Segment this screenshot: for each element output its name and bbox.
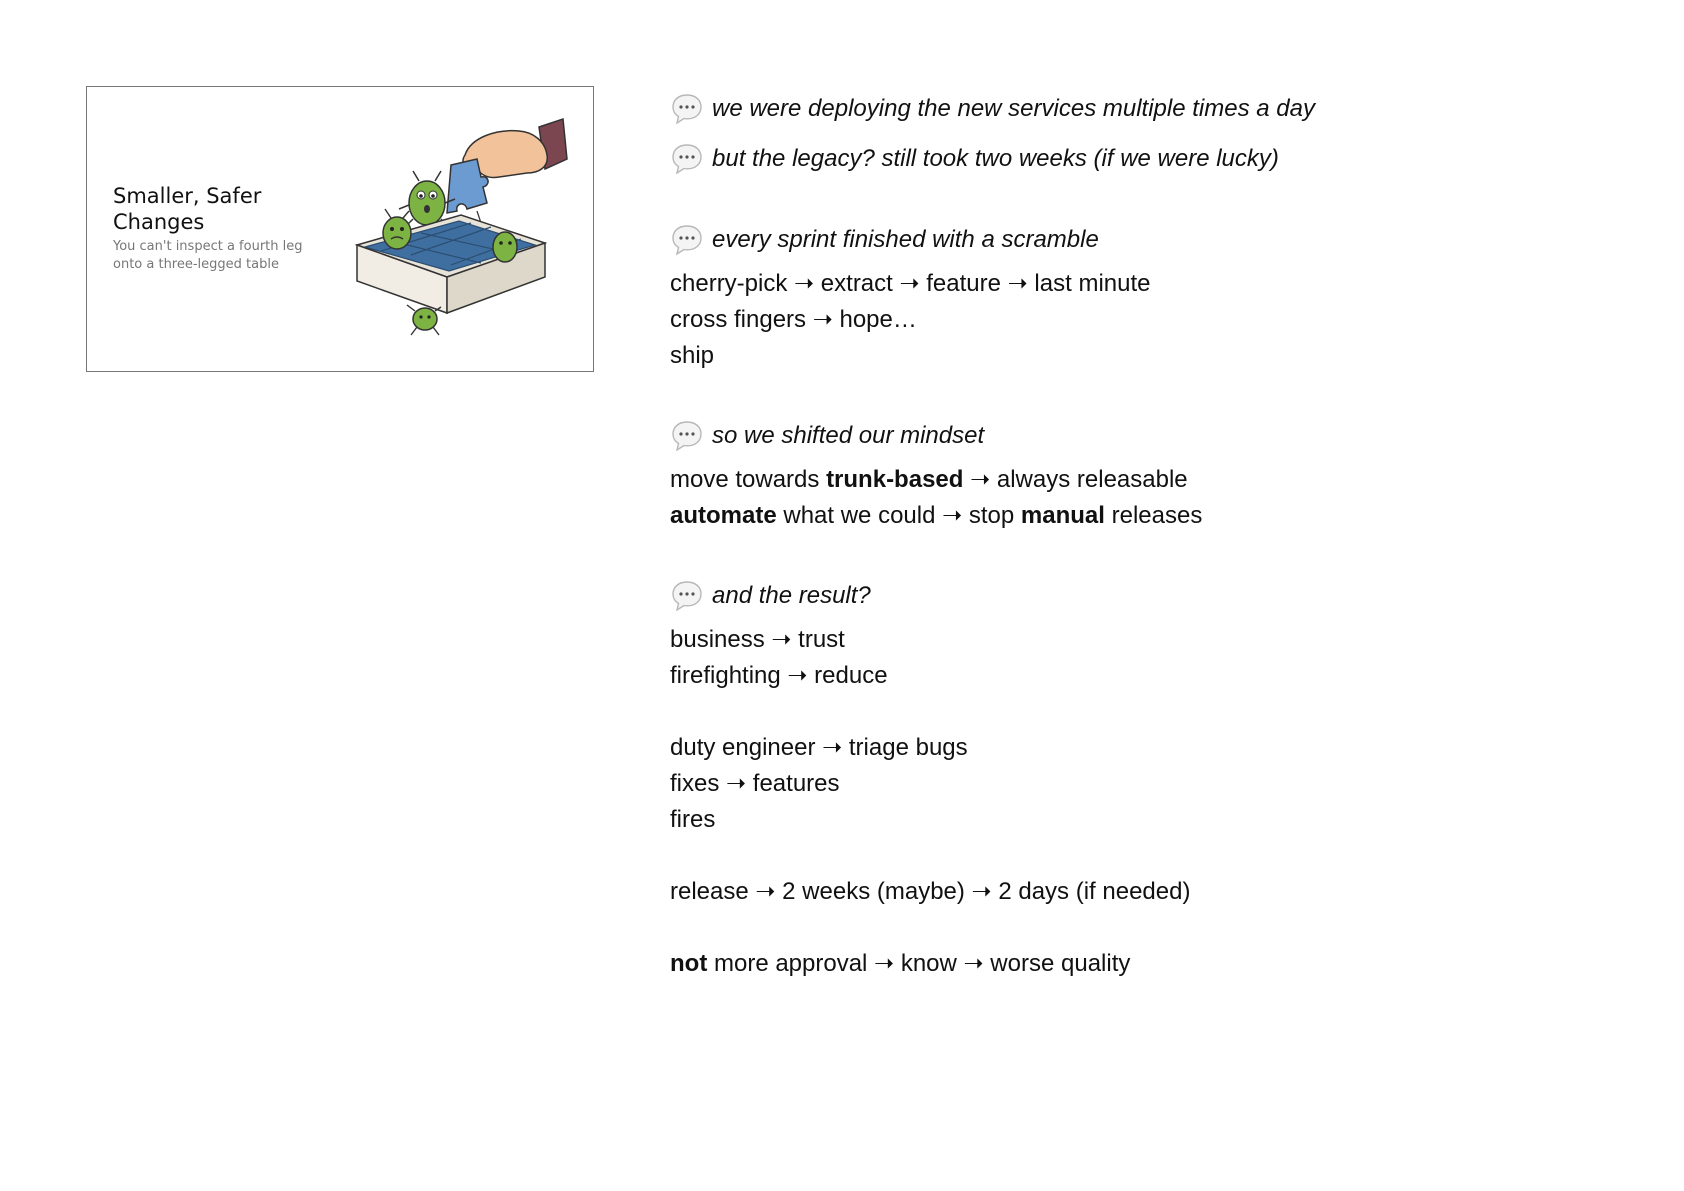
note-line: release ➝ 2 weeks (maybe) ➝ 2 days (if needed): [670, 878, 1191, 905]
speech-bubble-icon: [670, 579, 704, 613]
slide-thumbnail[interactable]: [86, 86, 594, 372]
speech-bubble-icon: [670, 92, 704, 126]
note-line: business ➝ trust: [670, 626, 845, 653]
note-quote: [670, 91, 1650, 127]
bold-run: not: [670, 950, 708, 977]
slide-title: Smaller, Safer Changes: [113, 184, 262, 234]
note-quote: [670, 578, 1650, 614]
bold-run: automate: [670, 502, 777, 529]
note-line: firefighting ➝ reduce: [670, 662, 888, 689]
note-quote: [670, 222, 1650, 258]
speaker-notes: [670, 91, 1650, 982]
note-quote: [670, 418, 1650, 454]
text-run: what we could ➝ stop: [776, 502, 1021, 529]
note-line: ship: [670, 342, 715, 369]
note-line: fires: [670, 806, 716, 833]
slide-subtitle: You can't inspect a fourth leg onto a three-legged table: [113, 239, 303, 272]
note-line: [670, 946, 1650, 982]
bold-run: trunk-based: [826, 466, 964, 493]
quote-text: and the result?: [712, 582, 871, 609]
note-line: [670, 462, 1650, 498]
note-line: cherry-pick ➝ extract ➝ feature ➝ last minute: [670, 270, 1151, 297]
note-line: fixes ➝ features: [670, 770, 840, 797]
speech-bubble-icon: [670, 142, 704, 176]
speech-bubble-icon: [670, 419, 704, 453]
text-run: move towards: [670, 466, 827, 493]
quote-text: so we shifted our mindset: [712, 422, 985, 449]
bugs-puzzle-box-illustration: [351, 115, 591, 345]
text-run: more approval ➝ know ➝ worse quality: [707, 950, 1131, 977]
note-quote: [670, 141, 1650, 177]
bold-run: manual: [1020, 502, 1105, 529]
note-line: [670, 498, 1650, 534]
note-line: cross fingers ➝ hope…: [670, 306, 917, 333]
quote-text: every sprint finished with a scramble: [712, 226, 1099, 253]
quote-text: but the legacy? still took two weeks (if we were lucky): [712, 145, 1279, 172]
speech-bubble-icon: [670, 223, 704, 257]
quote-text: we were deploying the new services multiple times a day: [712, 95, 1315, 122]
text-run: ➝ always releasable: [963, 466, 1188, 493]
text-run: releases: [1104, 502, 1203, 529]
note-line: duty engineer ➝ triage bugs: [670, 734, 968, 761]
